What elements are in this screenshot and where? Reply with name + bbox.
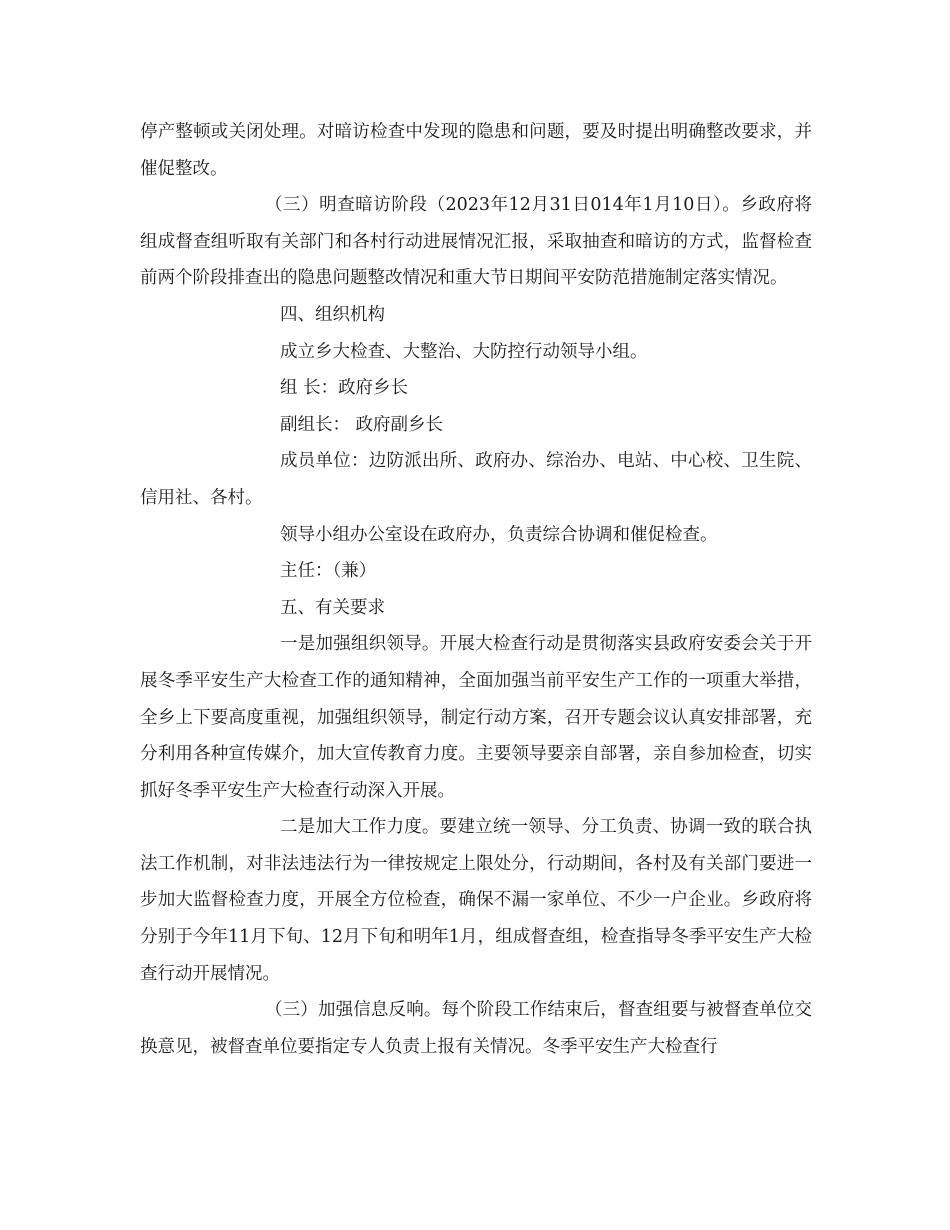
paragraph-requirement-two: 二是加大工作力度。要建立统一领导、分工负责、协调一致的联合执法工作机制，对非法违法行为一律按规定上限处分，行动期间，各村及有关部门要进一步加大监督检查力度，开展全方位检查，确保不漏一家单位、不少一户企业。乡政府将分别于今年11月下旬、12月下旬和明年1月，组成督查组，检查指导冬季平安生产大检查行动开展情况。 <box>140 817 812 984</box>
paragraph-continued: 停产整顿或关闭处理。对暗访检查中发现的隐患和问题，要及时提出明确整改要求，并催促整改。 <box>140 122 812 179</box>
paragraph-phase-three: （三）明查暗访阶段（2023年12月31日014年1月10日）。乡政府将组成督查组听取有关部门和各村行动进展情况汇报，采取抽查和暗访的方式，监督检查前两个阶段排查出的隐患问题整改情况和重大节日期间平安防范措施制定落实情况。 <box>140 195 812 289</box>
paragraph-leading-group: 成立乡大检查、大整治、大防控行动领导小组。 <box>280 341 648 362</box>
paragraph-director: 主任：（兼） <box>280 561 377 582</box>
paragraph-requirement-three: （三）加强信息反响。每个阶段工作结束后，督查组要与被督查单位交换意见，被督查单位要指定专人负责上报有关情况。冬季平安生产大检查行 <box>140 1000 812 1057</box>
paragraph-member-units: 成员单位：边防派出所、政府办、综治办、电站、中心校、卫生院、信用社、各村。 <box>140 451 812 508</box>
heading-organization: 四、组织机构 <box>280 304 385 325</box>
heading-requirements: 五、有关要求 <box>280 597 385 618</box>
document-body <box>140 114 812 1065</box>
paragraph-requirement-one: 一是加强组织领导。开展大检查行动是贯彻落实县政府安委会关于开展冬季平安生产大检查工作的通知精神，全面加强当前平安生产工作的一项重大举措，全乡上下要高度重视，加强组织领导，制定行动方案，召开专题会议认真安排部署，充分利用各种宣传媒介，加大宣传教育力度。主要领导要亲自部署，亲自参加检查，切实抓好冬季平安生产大检查行动深入开展。 <box>140 634 812 801</box>
paragraph-deputy-leader: 副组长： 政府副乡长 <box>280 414 444 435</box>
paragraph-office: 领导小组办公室设在政府办，负责综合协调和催促检查。 <box>280 524 718 545</box>
paragraph-group-leader: 组 长：政府乡长 <box>280 378 409 399</box>
